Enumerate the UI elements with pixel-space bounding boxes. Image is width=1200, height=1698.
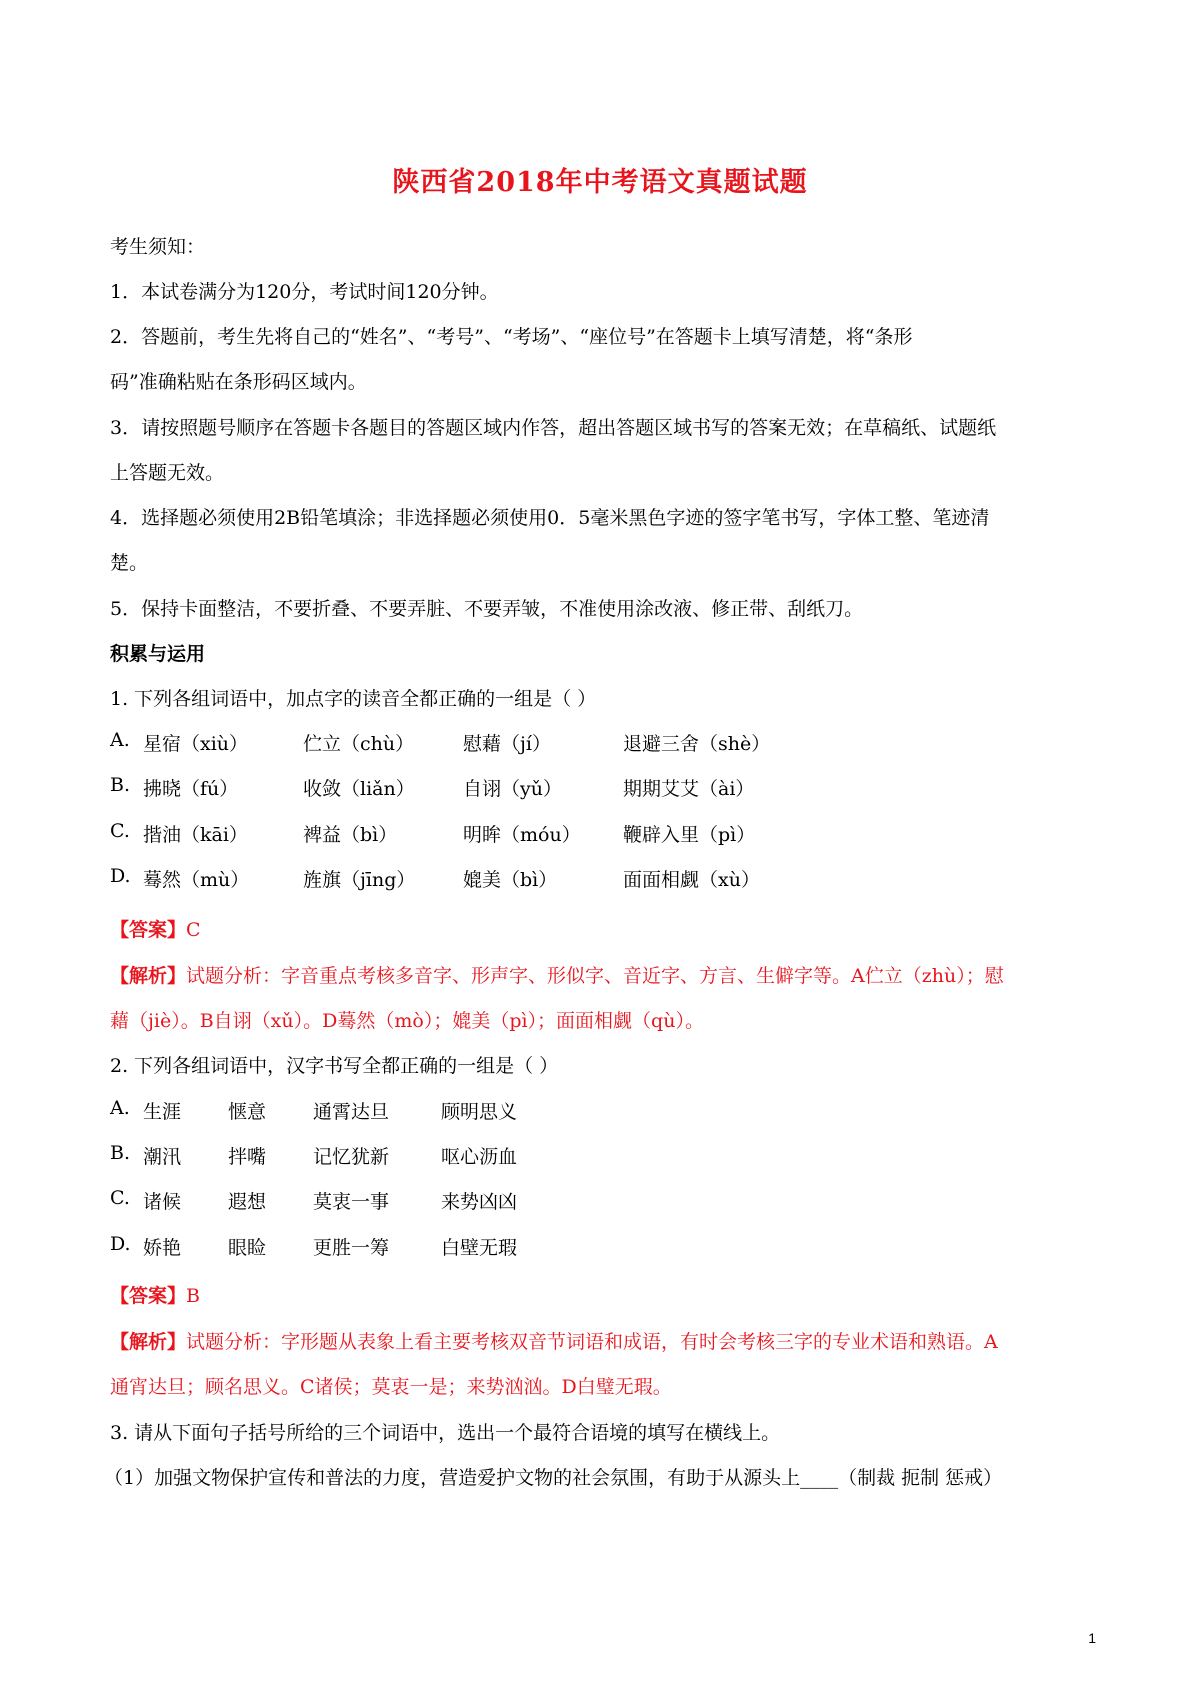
option-word: 拌嘴 <box>228 1146 267 1168</box>
q3-sub1: （1）加强文物保护宣传和普法的力度，营造爱护文物的社会氛围，有助于从源头上____（制裁 扼制 惩戒） <box>104 1467 1003 1489</box>
option-word: 鞭辟入里（pì） <box>623 824 756 846</box>
option-letter: B. <box>110 1142 131 1164</box>
option-word: 媲美（bì） <box>463 869 558 891</box>
option-word: 莫衷一事 <box>313 1191 390 1213</box>
notice-item-2: 2．答题前，考生先将自己的“姓名”、“考号”、“考场”、“座位号”在答题卡上填写清楚，将“条形 <box>110 326 913 348</box>
notice-item-3: 3．请按照题号顺序在答题卡各题目的答题区域内作答，超出答题区域书写的答案无效；在草稿纸、试题纸 <box>110 417 997 439</box>
option-word: 星宿（xiù） <box>143 733 249 755</box>
notice-item-4: 4．选择题必须使用2B铅笔填涂；非选择题必须使用0．5毫米黑色字迹的签字笔书写，字体工整、笔迹清 <box>110 507 990 529</box>
option-word: 伫立（chù） <box>303 733 415 755</box>
option-word: 通霄达旦 <box>313 1101 390 1123</box>
option-word: 潮汛 <box>143 1146 182 1168</box>
answer-value: C <box>186 919 201 941</box>
answer-value: B <box>186 1285 200 1307</box>
q2-analysis <box>110 1327 998 1354</box>
option-word: 退避三舍（shè） <box>623 733 771 755</box>
option-word: 面面相觑（xù） <box>623 869 760 891</box>
option-word: 来势凶凶 <box>441 1191 518 1213</box>
analysis-text: 试题分析：字音重点考核多音字、形声字、形似字、音近字、方言、生僻字等。A伫立（zhù）；慰 <box>186 965 1004 987</box>
option-letter: B. <box>110 774 131 796</box>
option-word: 娇艳 <box>143 1237 182 1259</box>
q2-stem: 2. 下列各组词语中，汉字书写全都正确的一组是（ ） <box>110 1055 559 1077</box>
option-letter: C. <box>110 820 130 842</box>
option-letter: A. <box>110 729 130 751</box>
q1-analysis <box>110 961 1004 988</box>
q1-analysis-cont: 藉（jiè）。B自诩（xǔ）。D蓦然（mò）；媲美（pì）；面面相觑（qù）。 <box>110 1010 704 1032</box>
option-word: 眼睑 <box>228 1237 267 1259</box>
notice-item-1: 1．本试卷满分为120分，考试时间120分钟。 <box>110 281 499 303</box>
q3-stem: 3. 请从下面句子括号所给的三个词语中，选出一个最符合语境的填写在横线上。 <box>110 1422 781 1444</box>
notice-item-3-cont: 上答题无效。 <box>110 462 225 484</box>
option-word: 生涯 <box>143 1101 182 1123</box>
option-word: 旌旗（jīng） <box>303 869 416 891</box>
page-title: 陕西省2018年中考语文真题试题 <box>392 167 808 198</box>
option-letter: D. <box>110 865 131 887</box>
option-word: 更胜一筹 <box>313 1237 390 1259</box>
option-word: 裨益（bì） <box>303 824 398 846</box>
option-word: 揩油（kāi） <box>143 824 248 846</box>
answer-label: 【答案】 <box>110 1285 187 1307</box>
option-word: 顾明思义 <box>441 1101 518 1123</box>
option-word: 收敛（liǎn） <box>303 778 415 800</box>
option-letter: C. <box>110 1187 130 1209</box>
answer-label: 【答案】 <box>110 919 187 941</box>
option-letter: A. <box>110 1097 130 1119</box>
option-word: 明眸（móu） <box>463 824 581 846</box>
option-word: 拂晓（fú） <box>143 778 239 800</box>
option-word: 自诩（yǔ） <box>463 778 562 800</box>
option-word: 白壁无瑕 <box>441 1237 518 1259</box>
option-word: 记忆犹新 <box>313 1146 390 1168</box>
option-word: 期期艾艾（ài） <box>623 778 755 800</box>
option-word: 蓦然（mù） <box>143 869 250 891</box>
option-letter: D. <box>110 1233 131 1255</box>
option-word: 诸候 <box>143 1191 182 1213</box>
notice-item-4-cont: 楚。 <box>110 552 149 574</box>
page-number: 1 <box>1088 1630 1096 1646</box>
analysis-label: 【解析】 <box>110 965 187 987</box>
notice-item-2-cont: 码”准确粘贴在条形码区域内。 <box>110 371 367 393</box>
q2-analysis-cont: 通宵达旦；顾名思义。C诸侯；莫衷一是；来势汹汹。D白璧无瑕。 <box>110 1376 672 1398</box>
section-heading: 积累与运用 <box>110 643 206 665</box>
option-word: 慰藉（jí） <box>463 733 551 755</box>
q1-stem: 1. 下列各组词语中，加点字的读音全都正确的一组是（ ） <box>110 688 597 710</box>
option-word: 呕心沥血 <box>441 1146 518 1168</box>
notice-item-5: 5．保持卡面整洁，不要折叠、不要弄脏、不要弄皱，不准使用涂改液、修正带、刮纸刀。 <box>110 598 864 620</box>
option-word: 惬意 <box>228 1101 267 1123</box>
option-word: 遐想 <box>228 1191 267 1213</box>
analysis-label: 【解析】 <box>110 1331 187 1353</box>
q2-answer <box>110 1281 200 1308</box>
notice-heading: 考生须知： <box>110 236 206 258</box>
q1-answer <box>110 915 201 942</box>
analysis-text: 试题分析：字形题从表象上看主要考核双音节词语和成语，有时会考核三字的专业术语和熟语。A <box>186 1331 998 1353</box>
